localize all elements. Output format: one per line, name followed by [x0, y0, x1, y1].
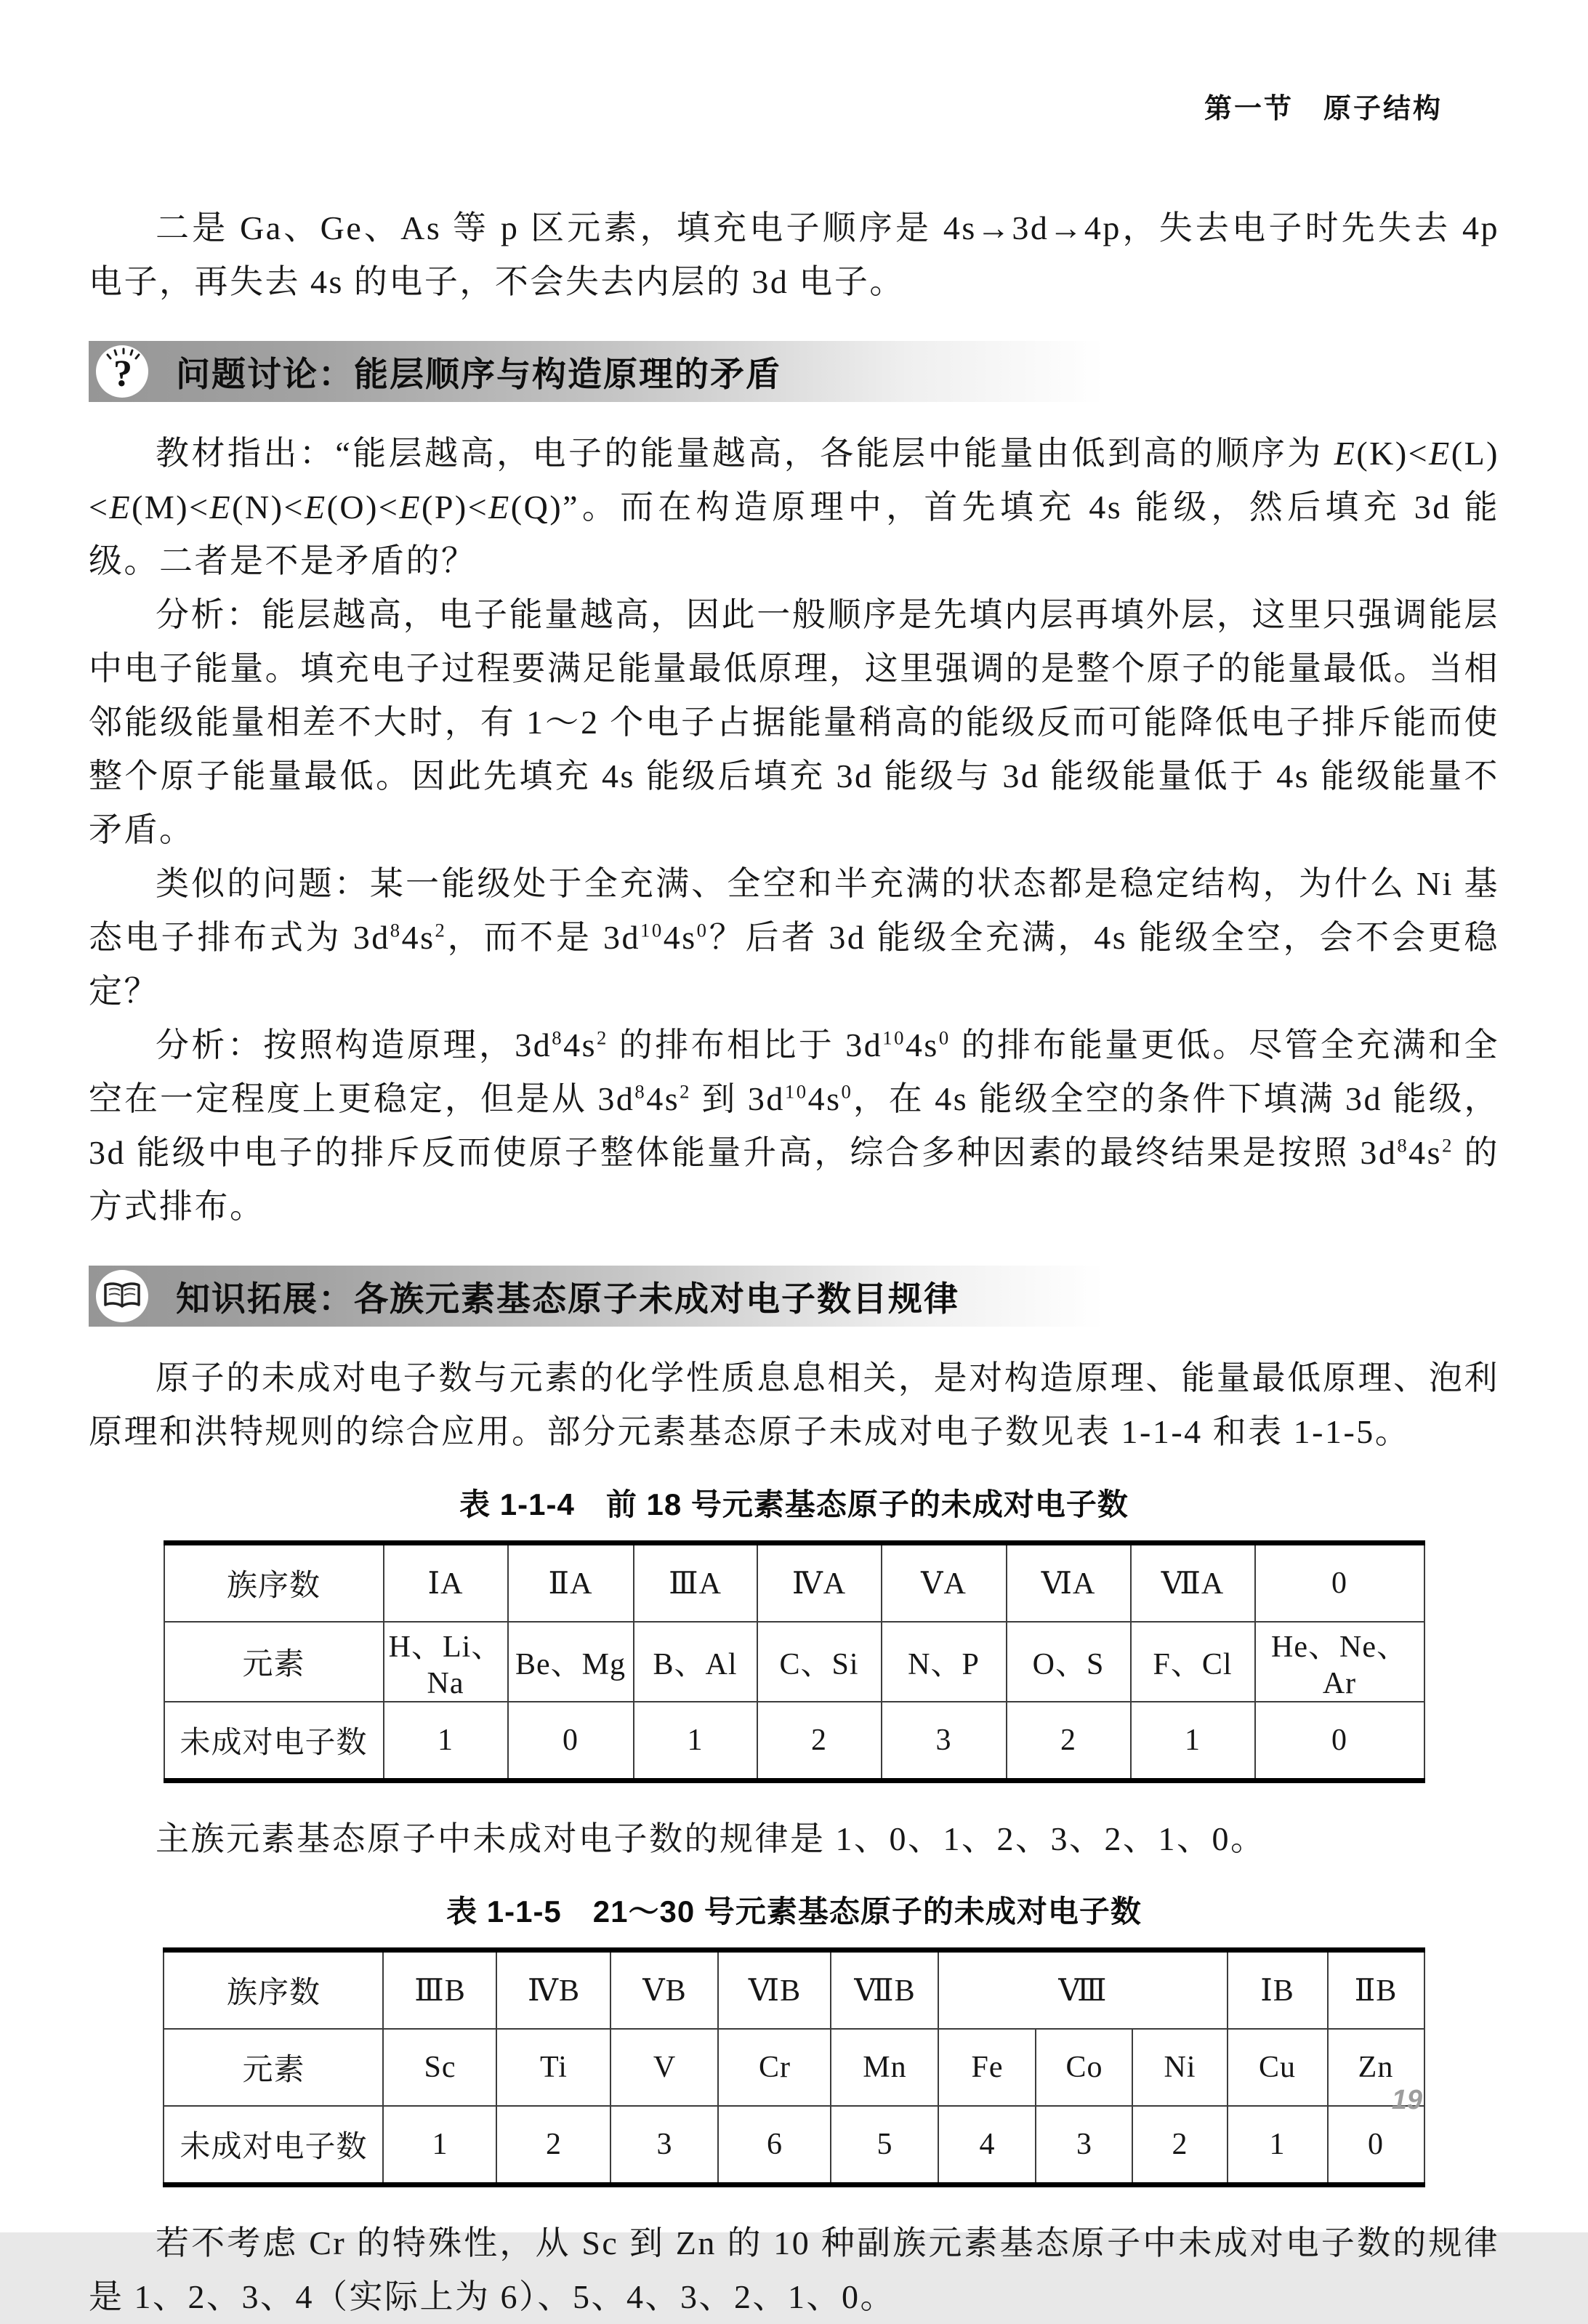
- table-cell: ⅢB: [383, 1950, 496, 2030]
- paragraph: 教材指出：“能层越高，电子的能量越高，各能层中能量由低到高的顺序为 E(K)<E(L)<E(M)<E(N)<E(O)<E(P)<E(Q)”。而在构造原理中，首先填充 4s 能级，然后填充 3d 能级。二者是不是矛盾的？: [89, 435, 1499, 579]
- table-cell: 1: [1228, 2106, 1328, 2185]
- paragraph: 分析：按照构造原理，$3d^84s^2$ 的排布相比于 $3d^{10}4s^0$ 的排布能量更低。尽管全充满和全空在一定程度上更稳定，但是从 $3d^84s^2$ 到 $3d^{10}4s^0$，在 4s 能级全空的条件下填满 3d 能级，3d 能级中电子的排斥反而使原子整体能量升高，综合多种因素的最终结果是按照 $3d^84s^2$ 的方式排布。: [89, 1026, 1500, 1225]
- section-title-expansion: 知识拓展：各族元素基态原子未成对电子数目规律: [176, 1279, 959, 1318]
- table-cell: 3: [1036, 2106, 1132, 2185]
- table-cell: ⅣA: [757, 1543, 882, 1623]
- table-row: [164, 2029, 1424, 2106]
- question-mark-icon: [96, 345, 148, 398]
- table-cell: ⅦA: [1131, 1543, 1255, 1623]
- table-1-1-4: [164, 1540, 1425, 1783]
- table-cell: ⅡA: [508, 1543, 634, 1623]
- table-cell: ⅥB: [718, 1950, 831, 2030]
- table-cell: ⅣB: [496, 1950, 610, 2030]
- row-header: 族序数: [164, 1950, 383, 2030]
- table-1-1-5: [163, 1947, 1424, 2187]
- table-cell: ⅦB: [831, 1950, 938, 2030]
- table-cell: H、Li、Na: [384, 1622, 508, 1702]
- table-cell: Cu: [1228, 2029, 1328, 2106]
- table-cell: 5: [831, 2106, 938, 2185]
- table-cell: 3: [610, 2106, 718, 2185]
- table-cell: 1: [383, 2106, 496, 2185]
- table-cell: 2: [1007, 1702, 1131, 1781]
- table-cell: F、Cl: [1131, 1622, 1255, 1702]
- table-cell: 4: [938, 2106, 1036, 2185]
- table-cell: Zn: [1328, 2029, 1424, 2106]
- table-cell: ⅤA: [882, 1543, 1007, 1623]
- table-cell: Co: [1036, 2029, 1132, 2106]
- row-header: 未成对电子数: [164, 2106, 383, 2185]
- table-cell: 0: [1255, 1702, 1424, 1781]
- table-row: [164, 2106, 1424, 2185]
- paragraph: 分析：能层越高，电子能量越高，因此一般顺序是先填内层再填外层，这里只强调能层中电子能量。填充电子过程要满足能量最低原理，这里强调的是整个原子的能量最低。当相邻能级能量相差不大时，有 1～2 个电子占据能量稍高的能级反而可能降低电子排斥能而使整个原子能量最低。因此先填充 4s 能级后填充 3d 能级与 3d 能级能量低于 4s 能级能量不矛盾。: [89, 596, 1499, 848]
- table-cell: Cr: [718, 2029, 831, 2106]
- paragraph: 类似的问题：某一能级处于全充满、全空和半充满的状态都是稳定结构，为什么 Ni 基态电子排布式为 $3d^84s^2$，而不是 $3d^{10}4s^0$？后者 3d 能级全充满，4s 能级全空，会不会更稳定？: [89, 865, 1500, 1010]
- open-book-icon: [96, 1270, 148, 1322]
- table-cell: 2: [496, 2106, 610, 2185]
- table-cell: ⅤB: [610, 1950, 718, 2030]
- table-cell: He、Ne、Ar: [1255, 1622, 1424, 1702]
- table-cell: 0: [1328, 2106, 1424, 2185]
- open-book-icon-svg: [102, 1282, 142, 1311]
- table-cell-group8: Ⅷ: [938, 1950, 1227, 2030]
- table-cell: B、Al: [634, 1622, 757, 1702]
- table-cell: N、P: [882, 1622, 1007, 1702]
- table-cell: Be、Mg: [508, 1622, 634, 1702]
- row-header: 未成对电子数: [164, 1702, 384, 1781]
- table-row: [164, 1622, 1424, 1702]
- table-cell: ⅥA: [1007, 1543, 1131, 1623]
- table-cell: 1: [1131, 1702, 1255, 1781]
- table-cell: ⅠA: [384, 1543, 508, 1623]
- table-cell: Sc: [383, 2029, 496, 2106]
- table-cell: 3: [882, 1702, 1007, 1781]
- table-row: [164, 1950, 1424, 2030]
- question-mark-icon-svg: [96, 345, 148, 398]
- table-cell: 6: [718, 2106, 831, 2185]
- table-cell: 0: [1255, 1543, 1424, 1623]
- table-cell: Mn: [831, 2029, 938, 2106]
- table-cell: Fe: [938, 2029, 1036, 2106]
- section-banner-expansion: [89, 1266, 1499, 1327]
- table-cell: O、S: [1007, 1622, 1131, 1702]
- paragraph: 主族元素基态原子中未成对电子数的规律是 1、0、1、2、3、2、1、0。: [156, 1820, 1266, 1857]
- svg-text:?: ?: [113, 353, 132, 395]
- row-header: 元素: [164, 1622, 384, 1702]
- table-row: [164, 1543, 1424, 1623]
- table-cell: C、Si: [757, 1622, 882, 1702]
- row-header: 元素: [164, 2029, 383, 2106]
- row-header: 族序数: [164, 1543, 384, 1623]
- page-number: 19: [1391, 2085, 1422, 2115]
- table-cell: 2: [757, 1702, 882, 1781]
- table-caption-1-1-5: 表 1-1-5 21～30 号元素基态原子的未成对电子数: [446, 1894, 1142, 1929]
- section-banner-discussion: [89, 341, 1499, 402]
- table-cell: Ni: [1132, 2029, 1227, 2106]
- table-cell: V: [610, 2029, 718, 2106]
- table-row: [164, 1702, 1424, 1781]
- table-caption-1-1-4: 表 1-1-4 前 18 号元素基态原子的未成对电子数: [459, 1487, 1129, 1521]
- table-cell: 2: [1132, 2106, 1227, 2185]
- paragraph: 原子的未成对电子数与元素的化学性质息息相关，是对构造原理、能量最低原理、泡利原理和洪特规则的综合应用。部分元素基态原子未成对电子数见表 1-1-4 和表 1-1-5。: [89, 1359, 1499, 1450]
- table-cell: Ti: [496, 2029, 610, 2106]
- table-cell: ⅠB: [1228, 1950, 1328, 2030]
- table-cell: 0: [508, 1702, 634, 1781]
- paragraph: 若不考虑 Cr 的特殊性，从 Sc 到 Zn 的 10 种副族元素基态原子中未成对电子数的规律是 1、2、3、4（实际上为 6）、5、4、3、2、1、0。: [89, 2224, 1499, 2315]
- running-header: 第一节 原子结构: [1204, 94, 1443, 124]
- intro-paragraph: 二是 Ga、Ge、As 等 p 区元素，填充电子顺序是 4s→3d→4p，失去电子时先失去 4p 电子，再失去 4s 的电子，不会失去内层的 3d 电子。: [89, 209, 1499, 300]
- table-cell: 1: [384, 1702, 508, 1781]
- table-cell: ⅢA: [634, 1543, 757, 1623]
- table-cell: 1: [634, 1702, 757, 1781]
- section-title-discussion: 问题讨论：能层顺序与构造原理的矛盾: [176, 354, 781, 393]
- table-cell: ⅡB: [1328, 1950, 1424, 2030]
